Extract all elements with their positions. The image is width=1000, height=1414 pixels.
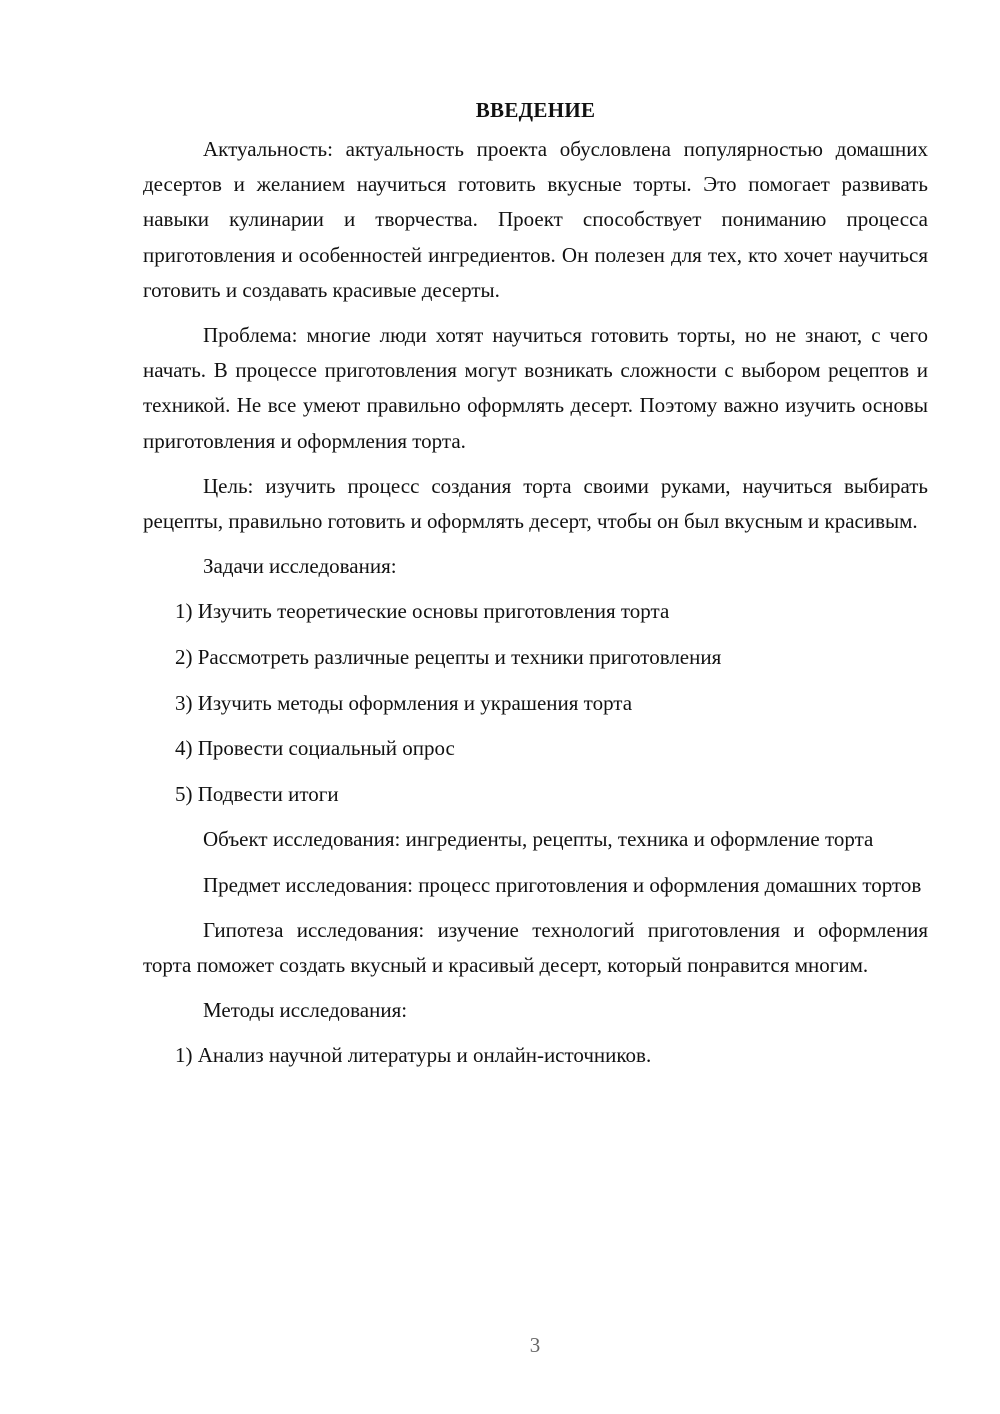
task-item: 1) Изучить теоретические основы приготовления торта bbox=[175, 599, 670, 624]
document-page bbox=[143, 92, 928, 1084]
tasks-heading: Задачи исследования: bbox=[203, 554, 397, 579]
task-item: 5) Подвести итоги bbox=[175, 781, 339, 806]
task-item: 2) Рассмотреть различные рецепты и техники приготовления bbox=[175, 645, 722, 670]
task-item: 3) Изучить методы оформления и украшения торта bbox=[175, 690, 633, 715]
paragraph-object: Объект исследования: ингредиенты, рецепты, техника и оформление торта bbox=[203, 827, 874, 852]
paragraph-goal: Цель: изучить процесс создания торта своими руками, научиться выбирать рецепты, правильно готовить и оформлять десерт, чтобы он был вкусным и красивым. bbox=[143, 473, 928, 534]
paragraph-subject: Предмет исследования: процесс приготовления и оформления домашних тортов bbox=[203, 872, 922, 897]
paragraph-problem: Проблема: многие люди хотят научиться готовить торты, но не знают, с чего начать. В процессе приготовления могут возникать сложности с выбором рецептов и техникой. Не все умеют правильно оформлять десерт. Поэтому важно изучить основы приготовления и оформления торта. bbox=[143, 323, 928, 453]
page-title: ВВЕДЕНИЕ bbox=[475, 98, 596, 122]
method-item: 1) Анализ научной литературы и онлайн-источников. bbox=[175, 1043, 652, 1068]
task-item: 4) Провести социальный опрос bbox=[175, 736, 455, 761]
paragraph-hypothesis: Гипотеза исследования: изучение технологий приготовления и оформления торта поможет создать вкусный и красивый десерт, который понравится многим. bbox=[143, 917, 928, 978]
paragraph-relevance: Актуальность: актуальность проекта обусловлена популярностью домашних десертов и желанием научиться готовить вкусные торты. Это помогает развивать навыки кулинарии и творчества. Проект способствует пониманию процесса приготовления и особенностей ингредиентов. Он полезен для тех, кто хочет научиться готовить и создавать красивые десерты. bbox=[143, 137, 928, 302]
page-number: 3 bbox=[529, 1333, 541, 1357]
methods-heading: Методы исследования: bbox=[203, 998, 408, 1023]
